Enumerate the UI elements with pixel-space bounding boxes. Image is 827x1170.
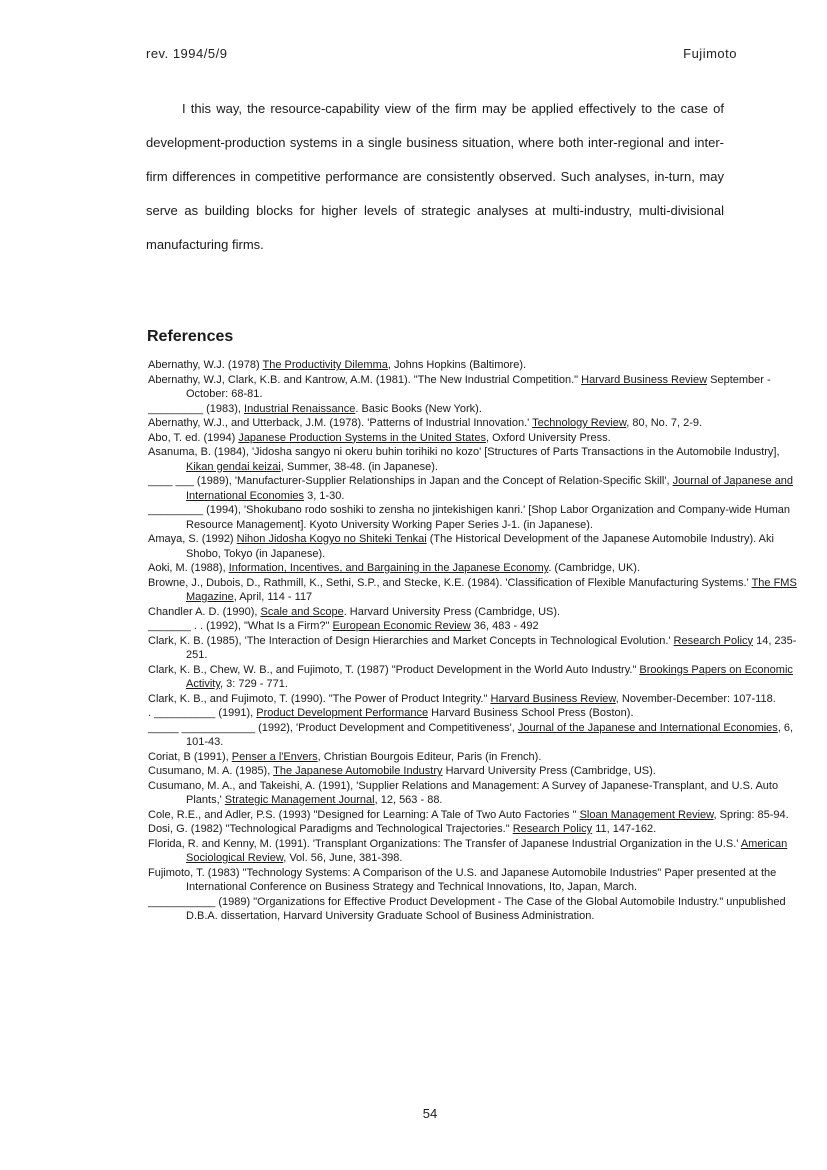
reference-title: American Sociological Review [186, 837, 788, 864]
reference-text: (The Historical Development of the Japanese Automobile Industry). Aki Shobo, Tokyo (in Japanese). [186, 533, 774, 560]
references-heading: References [147, 328, 234, 345]
reference-text: 11, 147-162. [592, 823, 657, 835]
reference-title: European Economic Review [332, 620, 471, 632]
reference-title: The FMS Magazine [186, 576, 797, 603]
reference-text: . Harvard University Press (Cambridge, US). [343, 605, 561, 618]
reference-title: Journal of the Japanese and International Economies [517, 721, 778, 734]
reference-text: Clark, K. B. (1985), 'The Interaction of Design Hierarchies and Market Concepts in Technological Evolution.' [148, 634, 674, 647]
reference-text: _____ ____________ (1992), 'Product Development and Competitiveness', [148, 721, 518, 734]
reference-text: ____ ___ (1989), 'Manufacturer-Supplier Relationships in Japan and the Concept of Relation-Specific Skill', [148, 475, 673, 487]
reference-title: The Japanese Automobile Industry [273, 765, 443, 777]
reference-title: Technology Review [532, 417, 627, 429]
intro-paragraph-text: I this way, the resource-capability view of the firm may be applied effectively to the case of development-production systems in a single business situation, where both inter-regional and inter-firm differences in competitive performance are consistently observed. Such analyses, in-turn, may serve as building blocks for higher levels of strategic analyses at multi-industry, multi-divisional manufacturing firms. [146, 101, 724, 252]
reference-text: Aoki, M. (1988), [148, 562, 229, 574]
reference-entry [148, 692, 810, 707]
reference-title: Product Development Performance [256, 707, 429, 719]
reference-text: Cusumano, M. A., and Takeishi, A. (1991), 'Supplier Relations and Management: A Survey of Japanese-Transplant, and U.S. Auto Plants,' [148, 779, 779, 806]
reference-text: Coriat, B (1991), [148, 750, 232, 763]
reference-text: 14, 235-251. [186, 634, 797, 661]
reference-entry [148, 373, 810, 402]
reference-entry [148, 358, 810, 373]
reference-text: Harvard University Press (Cambridge, US). [442, 765, 656, 777]
reference-title: Penser a l'Envers [231, 750, 318, 763]
reference-text: _______ . . (1992), "What Is a Firm?" [148, 620, 333, 632]
reference-title: Industrial Renaissance [244, 402, 356, 415]
reference-text: , 3: 729 - 771. [220, 678, 288, 690]
page-number: 54 [422, 1106, 438, 1121]
reference-text: _________ (1983), [148, 402, 245, 415]
reference-entry [148, 895, 810, 924]
reference-text: , 12, 563 - 88. [374, 794, 443, 806]
reference-text: 3, 1-30. [304, 489, 345, 502]
reference-entry [148, 634, 810, 663]
intro-paragraph [146, 92, 724, 262]
reference-text: . __________ (1991), [148, 707, 257, 719]
reference-text: , Vol. 56, June, 381-398. [283, 852, 403, 864]
reference-text: Harvard Business School Press (Boston). [428, 707, 634, 719]
reference-text: Clark, K. B., and Fujimoto, T. (1990). "The Power of Product Integrity." [148, 692, 491, 705]
reference-entry [148, 605, 810, 620]
reference-title: Japanese Production Systems in the United States [238, 431, 486, 444]
reference-title: Research Policy [512, 823, 593, 835]
reference-title: Strategic Management Journal [224, 794, 375, 806]
reference-text: Asanuma, B. (1984), 'Jidosha sangyo ni okeru buhin torihiki no kozo' [Structures of Parts Transactions in the Automobile Industry], [148, 446, 780, 458]
reference-title: Scale and Scope [260, 605, 344, 618]
reference-entry [148, 402, 810, 417]
reference-text: . (Cambridge, UK). [548, 562, 641, 574]
reference-text: Abernathy, W.J., and Utterback, J.M. (1978). 'Patterns of Industrial Innovation.' [148, 417, 533, 429]
reference-text: September - October: 68-81. [186, 373, 771, 400]
reference-title: Harvard Business Review [490, 692, 616, 705]
reference-entry [148, 416, 810, 431]
reference-text: Abernathy, W.J. (1978) [148, 359, 263, 371]
reference-entry [148, 779, 810, 808]
reference-text: Browne, J., Dubois, D., Rathmill, K., Sethi, S.P., and Stecke, K.E. (1984). 'Classification of Flexible Manufacturing Systems.' [148, 576, 752, 589]
reference-text: , Summer, 38-48. (in Japanese). [280, 460, 438, 473]
reference-text: Clark, K. B., Chew, W. B., and Fujimoto, T. (1987) "Product Development in the World Auto Industry." [148, 663, 640, 676]
reference-title: Information, Incentives, and Bargaining in the Japanese Economy [228, 562, 549, 574]
reference-text: , Christian Bourgois Editeur, Paris (in French). [317, 750, 542, 763]
reference-entry [148, 822, 810, 837]
reference-text: , 6, 101-43. [186, 721, 794, 748]
reference-entry [148, 808, 810, 823]
reference-entry [148, 445, 810, 474]
reference-entry [148, 431, 810, 446]
reference-title: Journal of Japanese and International Economies [186, 475, 794, 502]
reference-title: Sloan Management Review [579, 808, 714, 821]
reference-entry [148, 532, 810, 561]
reference-entry [148, 721, 810, 750]
reference-title: Brookings Papers on Economic Activity [186, 663, 793, 690]
reference-entry [148, 561, 810, 576]
reference-text: Florida, R. and Kenny, M. (1991). 'Transplant Organizations: The Transfer of Japanese Industrial Organization in the U.S.' [148, 837, 741, 850]
reference-text: , Johns Hopkins (Baltimore). [387, 359, 527, 371]
reference-text: _________ (1994), 'Shokubano rodo soshiki to zensha no jintekishigen kanri.' [Shop Labor Organization and Company-wide Human Resource Management]. Kyoto University Working Paper Series J-1. (in Japanese). [148, 504, 790, 531]
reference-title: Nihon Jidosha Kogyo no Shiteki Tenkai [236, 533, 427, 545]
reference-entry [148, 663, 810, 692]
reference-text: Fujimoto, T. (1983) "Technology Systems: A Comparison of the U.S. and Japanese Automobile Industries" Paper presented at the International Conference on Business Strategy and Technical Innovations, Ito, Japan, March. [148, 866, 777, 893]
reference-text: , April, 114 - 117 [233, 591, 313, 603]
reference-text: ___________ (1989) "Organizations for Effective Product Development - The Case of the Global Automobile Industry." unpublished D.B.A. dissertation, Harvard University Graduate School of Business Administration. [148, 895, 786, 922]
reference-entry [148, 619, 810, 634]
reference-text: Dosi, G. (1982) "Technological Paradigms and Technological Trajectories." [148, 823, 513, 835]
reference-title: Research Policy [673, 634, 754, 647]
reference-text: Cole, R.E., and Adler, P.S. (1993) "Designed for Learning: A Tale of Two Auto Factories " [148, 808, 580, 821]
reference-text: , November-December: 107-118. [615, 692, 776, 705]
reference-text: 36, 483 - 492 [470, 620, 539, 632]
reference-entry [148, 503, 810, 532]
references-list [148, 358, 810, 924]
reference-text: Abo, T. ed. (1994) [148, 431, 239, 444]
header-author: Fujimoto [683, 46, 737, 61]
reference-entry [148, 837, 810, 866]
reference-text: , 80, No. 7, 2-9. [626, 417, 703, 429]
reference-entry [148, 706, 810, 721]
reference-text: , Oxford University Press. [485, 431, 611, 444]
reference-title: Kikan gendai keizai [186, 460, 281, 473]
reference-entry [148, 576, 810, 605]
reference-text: , Spring: 85-94. [713, 808, 789, 821]
reference-title: Harvard Business Review [581, 373, 708, 386]
reference-title: The Productivity Dilemma [262, 359, 388, 371]
reference-entry [148, 750, 810, 765]
reference-entry [148, 474, 810, 503]
reference-text: Amaya, S. (1992) [148, 533, 237, 545]
reference-text: Abernathy, W.J, Clark, K.B. and Kantrow, A.M. (1981). "The New Industrial Competition." [148, 373, 582, 386]
reference-text: Cusumano, M. A. (1985), [148, 765, 274, 777]
reference-entry [148, 866, 810, 895]
reference-entry [148, 764, 810, 779]
header-revision-date: rev. 1994/5/9 [146, 46, 228, 61]
reference-text: Chandler A. D. (1990), [148, 605, 261, 618]
reference-text: . Basic Books (New York). [355, 402, 482, 415]
